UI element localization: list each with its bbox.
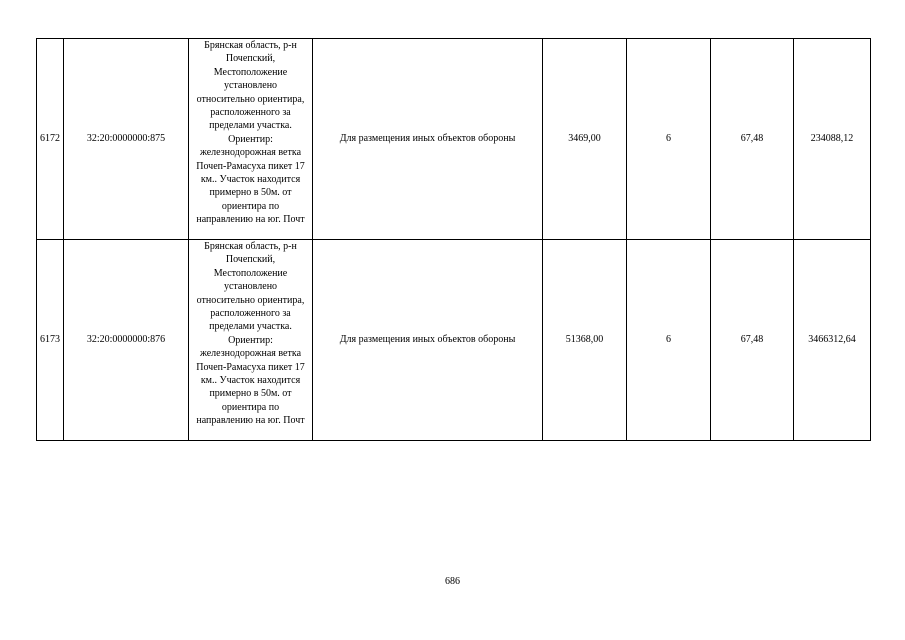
- address-text: Брянская область, р-н Почепский, Местоположение установлено относительно ориентира, расположенного за пределами участка. Ориентир: железнодорожная ветка Почеп-Рамасуха пикет 17 км.. Участок находится примерно в 50м. от ориентира по направлению на юг. Почт: [196, 40, 305, 226]
- group-cell: 6: [627, 240, 711, 441]
- address-cell: [189, 240, 313, 441]
- row-number-cell: 6173: [37, 240, 64, 441]
- address-text: Брянская область, р-н Почепский, Местоположение установлено относительно ориентира, расположенного за пределами участка. Ориентир: железнодорожная ветка Почеп-Рамасуха пикет 17 км.. Участок находится примерно в 50м. от ориентира по направлению на юг. Почт: [196, 241, 305, 427]
- table-row: [37, 39, 871, 240]
- rate-cell: 67,48: [711, 39, 794, 240]
- area-cell: 51368,00: [543, 240, 627, 441]
- page-number: 686: [445, 576, 460, 587]
- cadastral-number-cell: 32:20:0000000:876: [64, 240, 189, 441]
- row-number-cell: 6172: [37, 39, 64, 240]
- address-cell: [189, 39, 313, 240]
- rate-cell: 67,48: [711, 240, 794, 441]
- table-row: [37, 240, 871, 441]
- purpose-cell: Для размещения иных объектов обороны: [313, 240, 543, 441]
- cadastral-value-cell: 234088,12: [794, 39, 871, 240]
- land-plots-table: [36, 38, 871, 441]
- area-cell: 3469,00: [543, 39, 627, 240]
- cadastral-value-cell: 3466312,64: [794, 240, 871, 441]
- cadastral-number-cell: 32:20:0000000:875: [64, 39, 189, 240]
- purpose-cell: Для размещения иных объектов обороны: [313, 39, 543, 240]
- group-cell: 6: [627, 39, 711, 240]
